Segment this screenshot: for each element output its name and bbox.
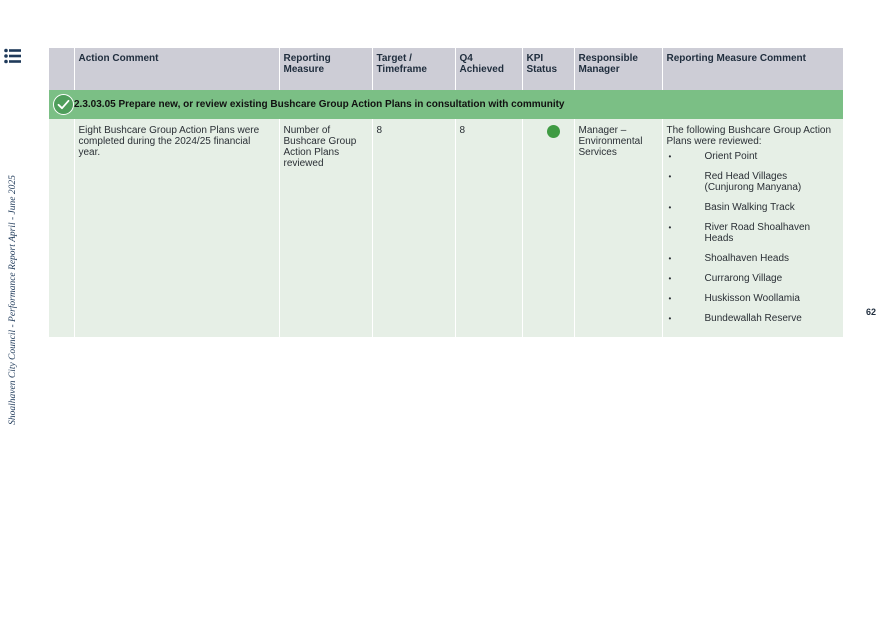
list-item: • Huskisson Woollamia <box>667 293 840 304</box>
list-item: • Bundewallah Reserve <box>667 313 840 324</box>
kpi-status-dot-icon <box>547 125 560 138</box>
list-item: • River Road Shoalhaven Heads <box>667 222 840 244</box>
reporting-measure-cell: Number of Bushcare Group Action Plans reviewed <box>279 119 372 337</box>
list-item: • Basin Walking Track <box>667 202 840 213</box>
action-comment-cell: Eight Bushcare Group Action Plans were completed during the 2024/25 financial year. <box>74 119 279 337</box>
row-spacer <box>49 119 74 337</box>
q4-achieved-cell: 8 <box>455 119 522 337</box>
target-cell: 8 <box>372 119 455 337</box>
table-row <box>49 119 843 337</box>
table-of-contents-icon[interactable] <box>4 48 22 64</box>
header-target: Target / Timeframe <box>372 48 455 90</box>
check-circle-icon <box>53 94 74 115</box>
kpi-status-cell <box>522 119 574 337</box>
action-title: 2.3.03.05 Prepare new, or review existing Bushcare Group Action Plans in consultation with community <box>74 90 843 119</box>
list-item: • Red Head Villages (Cunjurong Manyana) <box>667 171 840 193</box>
performance-table <box>49 48 843 337</box>
action-status-cell <box>49 90 74 119</box>
reporting-measure-comment-cell <box>662 119 843 337</box>
site-list <box>667 151 840 324</box>
header-kpi-status: KPI Status <box>522 48 574 90</box>
responsible-manager-cell: Manager – Environmental Services <box>574 119 662 337</box>
list-item: • Shoalhaven Heads <box>667 253 840 264</box>
header-q4-achieved: Q4 Achieved <box>455 48 522 90</box>
header-spacer <box>49 48 74 90</box>
comment-intro: The following Bushcare Group Action Plans were reviewed: <box>666 125 832 147</box>
action-row <box>49 90 843 119</box>
header-reporting-measure-comment: Reporting Measure Comment <box>662 48 843 90</box>
table-header-row <box>49 48 843 90</box>
page-number: 62 <box>866 307 877 317</box>
header-action-comment: Action Comment <box>74 48 279 90</box>
header-responsible-manager: Responsible Manager <box>574 48 662 90</box>
list-item: • Currarong Village <box>667 273 840 284</box>
report-side-title: Shoalhaven City Council - Performance Report April - June 2025 <box>8 175 18 425</box>
header-reporting-measure: Reporting Measure <box>279 48 372 90</box>
list-item: • Orient Point <box>667 151 840 162</box>
